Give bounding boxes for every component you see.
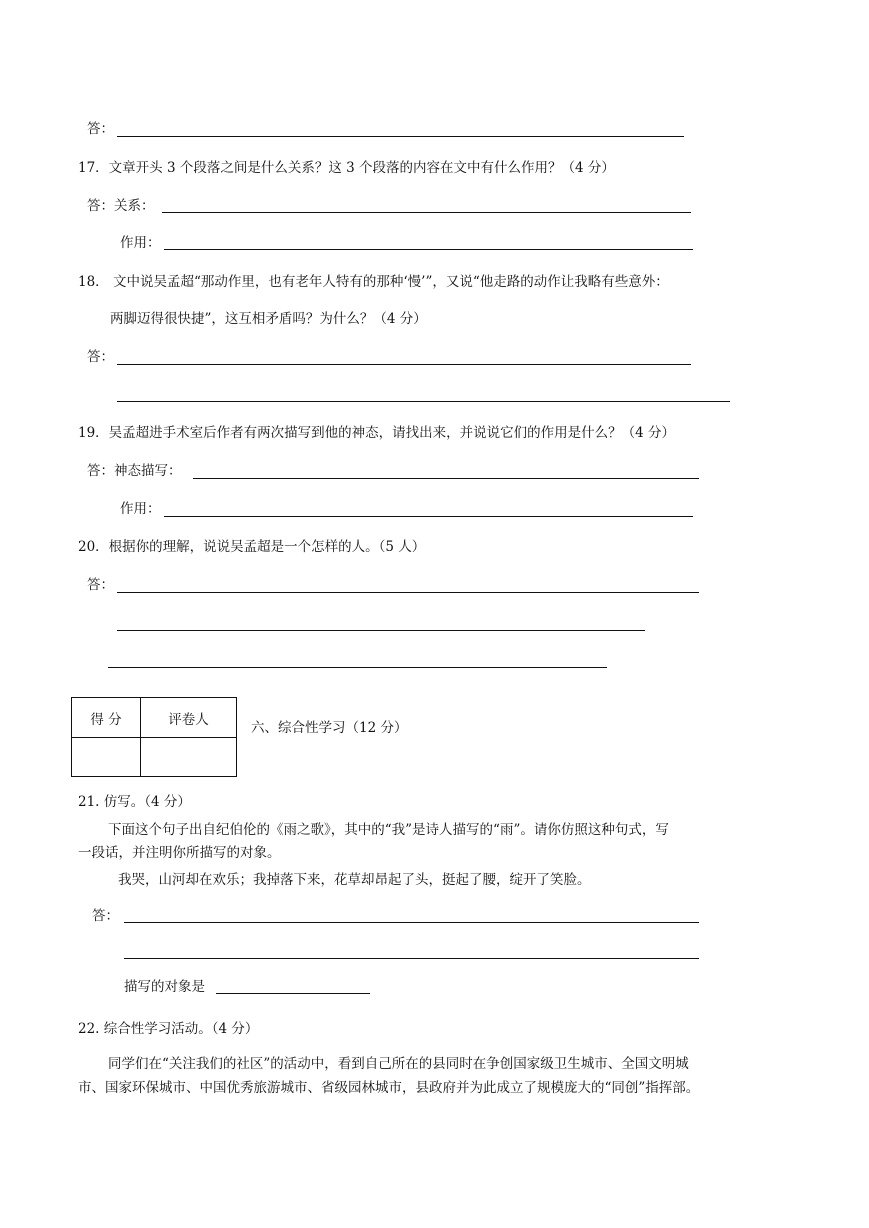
q17-relation-answer-line[interactable] (162, 212, 691, 213)
q21-object-answer-line[interactable] (216, 993, 370, 994)
q19-expression-answer-line[interactable] (193, 478, 699, 479)
grader-header: 评卷人 (141, 698, 237, 738)
q20-answer-line-3[interactable] (108, 667, 607, 668)
q18-answer-label: 答： (87, 349, 114, 365)
q17-function-label: 作用： (120, 235, 161, 251)
question-18-line2: 两脚迈得很快捷”，这互相矛盾吗？为什么？（4 分） (110, 311, 427, 327)
q21-instruction-line2: 一段话，并注明你所描写的对象。 (78, 845, 281, 861)
grader-cell[interactable] (141, 738, 237, 777)
score-cell[interactable] (72, 738, 141, 777)
q21-object-label: 描写的对象是 (124, 979, 205, 995)
section-6-title: 六、综合性学习（12 分） (251, 720, 408, 736)
score-header: 得 分 (72, 698, 141, 738)
question-22: 22. 综合性学习活动。（4 分） (78, 1021, 259, 1037)
question-17: 17．文章开头 3 个段落之间是什么关系？这 3 个段落的内容在文中有什么作用？（4 分） (78, 160, 615, 176)
q19-expression-label: 答：神态描写： (87, 463, 182, 479)
q20-answer-line-2[interactable] (117, 630, 645, 631)
q18-answer-line-1[interactable] (117, 364, 691, 365)
q21-answer-label: 答： (92, 908, 119, 924)
q22-paragraph-line1: 同学们在“关注我们的社区”的活动中，看到自己所在的县同时在争创国家级卫生城市、全国文明城 (108, 1056, 689, 1072)
q21-instruction-line1: 下面这个句子出自纪伯伦的《雨之歌》，其中的“我”是诗人描写的“雨”。请你仿照这种句式，写 (108, 822, 669, 838)
q21-example-sentence: 我哭，山河却在欢乐；我掉落下来，花草却昂起了头，挺起了腰，绽开了笑脸。 (118, 872, 591, 888)
previous-answer-line[interactable] (117, 136, 684, 137)
q19-function-answer-line[interactable] (164, 516, 693, 517)
question-19: 19．吴孟超进手术室后作者有两次描写到他的神态，请找出来，并说说它们的作用是什么？（4 分） (78, 425, 676, 441)
q21-answer-line-1[interactable] (124, 922, 699, 923)
q20-answer-line-1[interactable] (117, 592, 699, 593)
question-20: 20．根据你的理解，说说吴孟超是一个怎样的人。（5 人） (78, 539, 426, 555)
q21-answer-line-2[interactable] (124, 958, 699, 959)
q18-answer-line-2[interactable] (117, 401, 730, 402)
question-18-line1: 18． 文中说吴孟超“那动作里，也有老年人特有的那种‘慢’”，又说“他走路的动作让我略有些意外： (78, 274, 669, 290)
question-21: 21. 仿写。（4 分） (78, 794, 191, 810)
q19-function-label: 作用： (120, 501, 161, 517)
previous-answer-label: 答： (87, 121, 114, 137)
q17-relation-label: 答：关系： (87, 198, 155, 214)
score-table (71, 697, 237, 777)
q17-function-answer-line[interactable] (164, 249, 693, 250)
q20-answer-label: 答： (87, 577, 114, 593)
q22-paragraph-line2: 市、国家环保城市、中国优秀旅游城市、省级园林城市，县政府并为此成立了规模庞大的“同创”指挥部。 (78, 1080, 700, 1096)
